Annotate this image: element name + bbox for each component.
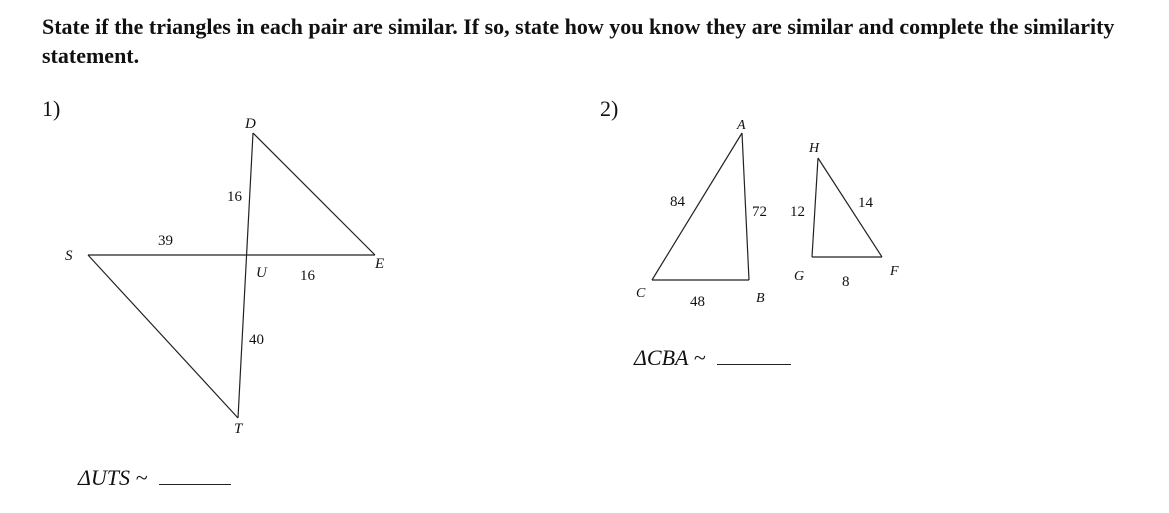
segment-AB: [742, 133, 749, 280]
measure-SU: 39: [158, 233, 173, 249]
similarity-statement-1-text: ΔUTS ~: [78, 465, 148, 490]
similarity-statement-1: [78, 465, 231, 491]
measure-DU: 16: [227, 189, 242, 205]
measure-CB: 48: [690, 294, 705, 310]
measure-HG: 12: [790, 204, 805, 220]
measure-HF: 14: [858, 195, 873, 211]
segment-AC: [652, 133, 742, 280]
problem-1-number: 1): [42, 96, 61, 121]
measure-UE: 16: [300, 268, 315, 284]
vertex-label-D: D: [245, 116, 256, 132]
vertex-label-T: T: [234, 421, 243, 437]
vertex-label-A: A: [737, 118, 746, 133]
similarity-statement-2-text: ΔCBA ~: [634, 345, 706, 370]
similarity-answer-blank-2[interactable]: [717, 363, 791, 365]
instructions: State if the triangles in each pair are similar. If so, state how you know they are similar and complete the similarity statement.: [42, 14, 1115, 68]
vertex-label-H: H: [809, 141, 820, 156]
segment-HG: [812, 158, 818, 257]
problem-2-number: 2): [600, 96, 619, 121]
measure-AC: 84: [670, 194, 685, 210]
vertex-label-E: E: [375, 256, 385, 272]
vertex-label-F: F: [890, 264, 899, 279]
vertex-label-B: B: [756, 291, 765, 306]
measure-GF: 8: [842, 274, 850, 290]
measure-UT: 40: [249, 332, 264, 348]
vertex-label-G: G: [794, 269, 805, 284]
vertex-label-C: C: [636, 286, 646, 301]
vertex-label-U: U: [256, 265, 267, 281]
measure-AB: 72: [752, 204, 767, 220]
similarity-answer-blank-1[interactable]: [159, 483, 231, 485]
similarity-statement-2: [634, 345, 791, 371]
vertex-label-S: S: [65, 248, 73, 264]
